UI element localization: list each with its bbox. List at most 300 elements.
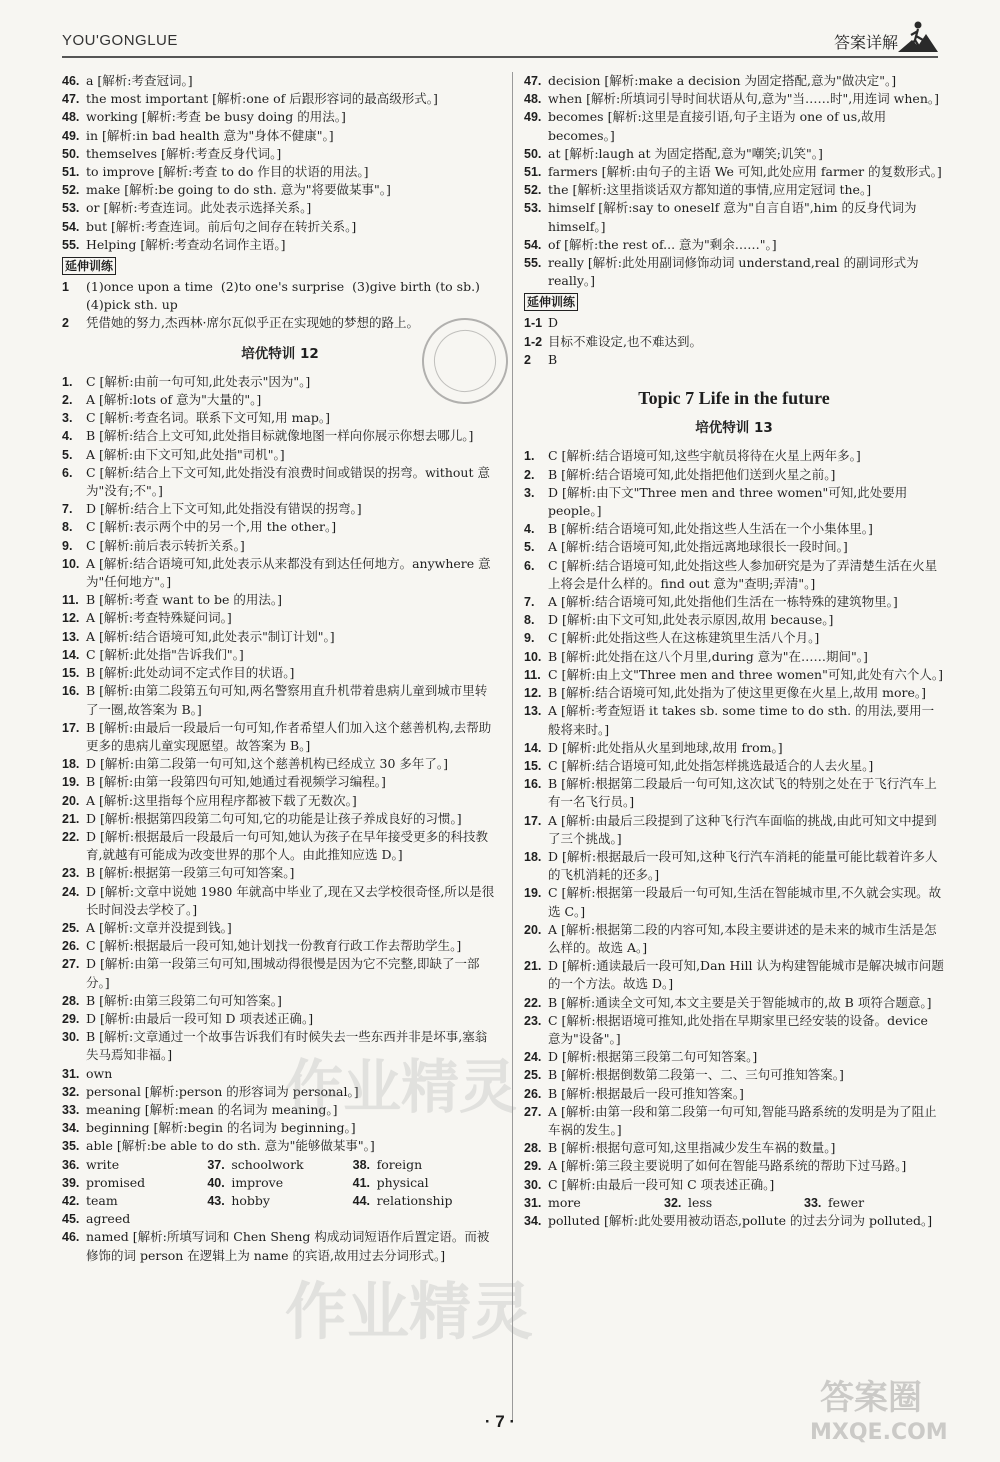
item-number: 18. (62, 757, 80, 772)
item-number: 23. (524, 1013, 542, 1028)
column-divider (512, 72, 513, 1422)
header-title: 答案详解 (833, 33, 898, 52)
item-number: 47. (524, 74, 542, 88)
answers-47-55 (524, 72, 944, 290)
answers-1-35 (62, 373, 498, 1156)
answer-item (62, 773, 498, 791)
item-text: schoolwork (231, 1156, 304, 1172)
answer-item (62, 555, 498, 591)
answer-item (62, 391, 498, 409)
item-text: D [解析:由下文"Three men and three women"可知,此处要用 people。] (548, 484, 912, 519)
item-number: 3. (524, 485, 535, 500)
item-number: 34. (62, 1121, 80, 1136)
answer-item (62, 628, 498, 646)
item-number: 14. (62, 647, 80, 662)
item-number: 54. (62, 219, 80, 234)
item-text: able [解析:be able to do sth. 意为"能够做某事"。] (86, 1138, 375, 1154)
item-text: (1)once upon a time (2)to one's surprise (3)give birth (to sb.) (4)pick sth. up (86, 279, 488, 313)
item-number: 7. (62, 502, 73, 517)
item-number: 2. (62, 393, 73, 408)
item-number: 30. (524, 1177, 542, 1192)
item-text: himself [解析:say to oneself 意为"自言自语",him 的反身代词为 himself。] (548, 200, 921, 234)
answer-row (524, 1194, 944, 1212)
item-number: 19. (524, 886, 542, 901)
item-text: hobby (231, 1192, 270, 1208)
item-number: 31. (524, 1195, 542, 1210)
item-text: C [解析:结合语境可知,此处指这些人参加研究是为了弄清楚生活在火星上将会是什么样的。find out 意为"查明;弄清"。] (548, 557, 938, 591)
item-text: but [解析:考查连词。前后句之间存在转折关系。] (86, 218, 357, 234)
answer-item (524, 254, 944, 290)
answer-item (62, 500, 498, 518)
item-text: D [解析:结合上下文可知,此处指没有错误的拐弯。] (86, 501, 362, 517)
item-number: 28. (62, 993, 80, 1008)
item-text: B [解析:文章通过一个故事告诉我们有时候失去一些东西并非是坏事,塞翁失马焉知非福。] (86, 1029, 488, 1063)
item-text: B [解析:考查 want to be 的用法。] (86, 592, 282, 608)
answer-item (524, 447, 944, 465)
item-number: 5. (524, 540, 535, 555)
item-text: C [解析:考查名词。联系下文可知,用 map。] (86, 410, 331, 426)
item-text: A [解析:结合语境可知,此处表示"制订计划"。] (86, 628, 335, 644)
item-text: A [解析:考查特殊疑问词。] (86, 610, 232, 626)
item-number: 14. (524, 740, 542, 755)
item-number: 44. (352, 1193, 371, 1208)
item-text: D [解析:根据最后一段可知,这种飞行汽车消耗的能量可能比载着许多人的飞机消耗的还多。] (548, 848, 938, 883)
answer-item (524, 163, 944, 181)
item-number: 9. (62, 538, 73, 553)
item-number: 48. (524, 92, 542, 107)
item-text: more (548, 1194, 581, 1210)
item-number: 1-1 (524, 316, 543, 331)
item-number: 1 (62, 280, 69, 295)
answer-item (62, 127, 498, 145)
item-text: C [解析:表示两个中的另一个,用 the other。] (86, 519, 337, 535)
item-text: make [解析:be going to do sth. 意为"将要做某事"。] (86, 182, 391, 198)
item-text: fewer (828, 1194, 865, 1210)
watermark: 答案圈 (820, 1378, 922, 1418)
item-text: D [解析:由第二段第一句可知,这个慈善机构已经成立 30 多年了。] (86, 756, 449, 772)
item-number: 17. (62, 720, 80, 735)
item-text: B [解析:根据最后一段可推知答案。] (548, 1085, 744, 1101)
item-text: named [解析:所填写词和 Chen Sheng 构成动词短语作后置定语。而被修饰的词 person 在逻辑上为 name 的宾语,故用过去分词形式。] (86, 1229, 490, 1263)
item-number: 13. (524, 704, 542, 719)
answer-item (207, 1192, 352, 1210)
item-number: 41. (352, 1175, 371, 1190)
item-text: D [解析:根据第四段第二句可知,它的功能是让孩子养成良好的习惯。] (86, 810, 462, 826)
answers-34 (524, 1212, 944, 1230)
answer-item (353, 1174, 498, 1192)
item-number: 43. (207, 1193, 225, 1208)
answer-item (62, 464, 498, 500)
item-text: Helping [解析:考查动名词作主语。] (86, 236, 286, 252)
item-text: C [解析:由最后一段可知 C 项表述正确。] (548, 1176, 775, 1192)
item-number: 30. (62, 1030, 80, 1045)
answer-item (524, 1139, 944, 1157)
answer-item (62, 199, 498, 217)
item-number: 53. (62, 201, 80, 216)
answer-item (62, 755, 498, 773)
answer-item (62, 108, 498, 126)
item-text: B [解析:根据第一段第三句可知答案。] (86, 865, 295, 881)
item-text: B [解析:此处动词不定式作目的状语。] (86, 665, 295, 681)
item-number: 17. (524, 813, 542, 828)
answer-item (524, 684, 944, 702)
answer-item (353, 1156, 498, 1174)
brand-text: YOU'GONGLUE (62, 32, 178, 49)
item-number: 11. (62, 593, 79, 608)
answer-item (524, 739, 944, 757)
item-number: 52. (62, 183, 80, 198)
item-text: A [解析:根据第二段的内容可知,本段主要讲述的是未来的城市生活是怎么样的。故选 A。] (548, 921, 937, 955)
answer-item (524, 666, 944, 684)
page-number: · 7 · (484, 1412, 516, 1431)
item-number: 48. (62, 110, 80, 125)
item-number: 10. (524, 649, 542, 664)
item-text: working [解析:考查 be busy doing 的用法。] (86, 109, 346, 125)
extension-label: 延伸训练 (62, 257, 116, 275)
item-number: 6. (524, 558, 535, 573)
answer-item (524, 957, 944, 993)
answer-item (62, 828, 498, 864)
answer-item (62, 1192, 207, 1210)
item-text: C [解析:结合语境可知,这些宇航员将待在火星上两年多。] (548, 448, 861, 464)
answer-item (524, 1212, 944, 1230)
item-text: A [解析:考查短语 it takes sb. some time to do sth. 的用法,要用一般将来时。] (548, 703, 935, 737)
right-column (524, 72, 944, 1230)
item-text: C [解析:由前一句可知,此处表示"因为"。] (86, 373, 311, 389)
item-number: 49. (62, 128, 80, 143)
item-text: A [解析:第三段主要说明了如何在智能马路系统的帮助下过马路。] (548, 1158, 907, 1174)
item-text: personal [解析:person 的形容词为 personal。] (86, 1083, 359, 1099)
item-text: C [解析:此处指"告诉我们"。] (86, 646, 244, 662)
item-text: A [解析:结合语境可知,此处表示从来都没有到达任何地方。anywhere 意为"任何地方"。] (86, 555, 491, 590)
item-text: really [解析:此处用副词修饰动词 understand,real 的副词形式为 really。] (548, 255, 923, 289)
answer-item (62, 1137, 498, 1155)
answer-item (524, 484, 944, 520)
item-text: D [解析:通读最后一段可知,Dan Hill 认为构建智能城市是解决城市问题的一个方法。故选 D。] (548, 958, 944, 992)
answer-item (62, 646, 498, 664)
answer-item (524, 994, 944, 1012)
answer-item (62, 664, 498, 682)
item-number: 2. (524, 467, 535, 482)
item-text: own (86, 1065, 113, 1081)
item-number: 18. (524, 849, 542, 864)
answer-item (524, 702, 944, 738)
item-number: 22. (62, 829, 80, 844)
answer-item (524, 466, 944, 484)
answer-item (524, 1012, 944, 1048)
answer-item (62, 1210, 498, 1228)
item-number: 33. (804, 1195, 822, 1210)
item-number: 7. (524, 595, 535, 610)
answer-item (524, 557, 944, 593)
item-number: 32. (62, 1084, 80, 1099)
answer-item (524, 1085, 944, 1103)
runner-logo-icon (898, 18, 938, 58)
item-text: D [解析:由第一段第三句可知,围城动得很慢是因为它不完整,即缺了一部分。] (86, 956, 480, 990)
item-number: 50. (62, 146, 80, 161)
answer-item (524, 775, 944, 811)
item-text: polluted [解析:此处要用被动语态,pollute 的过去分词为 polluted。] (548, 1212, 933, 1228)
answer-item (353, 1192, 498, 1210)
topic-title: Topic 7 Life in the future (638, 388, 830, 409)
item-number: 50. (524, 146, 542, 161)
item-number: 27. (524, 1104, 542, 1119)
item-text: or [解析:考查连词。此处表示选择关系。] (86, 200, 312, 216)
answer-item (524, 236, 944, 254)
header-rule (62, 56, 938, 58)
item-number: 31. (62, 1066, 80, 1081)
watermark: 作业精灵 (285, 1275, 534, 1348)
item-text: relationship (376, 1192, 453, 1208)
item-number: 2 (62, 316, 69, 331)
answer-item (524, 1157, 944, 1175)
answer-row (62, 1192, 498, 1210)
item-text: A [解析:由下文可知,此处指"司机"。] (86, 446, 285, 462)
item-text: B [解析:此处指在这八个月里,during 意为"在……期间"。] (548, 648, 868, 664)
answer-item (62, 537, 498, 555)
item-number: 19. (62, 775, 80, 790)
answer-item (524, 538, 944, 556)
item-text: D (548, 315, 559, 331)
item-text: A [解析:文章并没提到钱。] (86, 919, 232, 935)
item-text: C [解析:由上文"Three men and three women"可知,此处有六个人。] (548, 666, 943, 682)
item-text: foreign (376, 1156, 423, 1172)
watermark: 作业精灵 (285, 1053, 518, 1121)
answer-item (524, 351, 944, 369)
item-number: 35. (62, 1139, 80, 1154)
item-text: A [解析:结合语境可知,此处指远离地球很长一段时间。] (548, 539, 848, 555)
item-text: B [解析:根据倒数第二段第一、二、三句可推知答案。] (548, 1067, 844, 1083)
item-text: at [解析:laugh at 为固定搭配,意为"嘲笑;讥笑"。] (548, 145, 823, 161)
item-text: B [解析:通读全文可知,本文主要是关于智能城市的,故 B 项符合题意。] (548, 994, 932, 1010)
item-text: B [解析:由第三段第二句可知答案。] (86, 992, 282, 1008)
answer-item (524, 812, 944, 848)
item-number: 54. (524, 237, 542, 252)
answer-item (524, 757, 944, 775)
item-number: 34. (524, 1213, 542, 1228)
item-text: C [解析:前后表示转折关系。] (86, 537, 245, 553)
answer-item (62, 218, 498, 236)
item-text: beginning [解析:begin 的名词为 beginning。] (86, 1120, 356, 1136)
answer-item (62, 1156, 207, 1174)
item-number: 29. (524, 1159, 542, 1174)
item-text: becomes [解析:这里是直接引语,句子主语为 one of us,故用 becomes。] (548, 109, 891, 143)
answer-item (524, 848, 944, 884)
item-text: in [解析:in bad health 意为"身体不健康"。] (86, 127, 334, 143)
item-number: 1. (62, 374, 73, 389)
item-number: 33. (62, 1102, 80, 1117)
answer-item (62, 163, 498, 181)
item-text: C [解析:根据第一段最后一句可知,生活在智能城市里,不久就会实现。故选 C。] (548, 885, 942, 919)
answer-item (62, 864, 498, 882)
item-text: meaning [解析:mean 的名词为 meaning。] (86, 1101, 338, 1117)
item-number: 25. (62, 920, 80, 935)
item-number: 53. (524, 201, 542, 216)
item-text: A [解析:由最后三段提到了这种飞行汽车面临的挑战,由此可知文中提到了三个挑战。] (548, 812, 937, 846)
item-number: 49. (524, 110, 542, 125)
item-number: 32. (664, 1195, 682, 1210)
answer-item (524, 611, 944, 629)
extension-label: 延伸训练 (524, 293, 578, 311)
item-number: 12. (524, 686, 542, 701)
item-number: 24. (62, 884, 80, 899)
item-number: 36. (62, 1157, 80, 1172)
answer-item (524, 629, 944, 647)
answer-item (524, 72, 944, 90)
item-number: 1. (524, 449, 535, 464)
item-text: C [解析:结合上下文可知,此处指没有浪费时间或错误的拐弯。without 意为"没有;不"。] (86, 464, 490, 499)
answer-row (62, 1156, 498, 1174)
answer-item (804, 1194, 944, 1212)
answer-item (62, 719, 498, 755)
answer-item (62, 792, 498, 810)
item-number: 15. (62, 666, 80, 681)
item-number: 8. (524, 613, 535, 628)
item-number: 24. (524, 1050, 542, 1065)
item-number: 46. (62, 74, 80, 88)
item-number: 9. (524, 631, 535, 646)
item-text: A [解析:结合语境可知,此处指他们生活在一栋特殊的建筑物里。] (548, 594, 898, 610)
item-text: write (86, 1156, 120, 1172)
answer-item (62, 682, 498, 718)
answer-item (62, 446, 498, 464)
answer-item (524, 1048, 944, 1066)
item-text: physical (376, 1174, 429, 1190)
item-number: 52. (524, 183, 542, 198)
watermark: MXQE.COM (810, 1420, 948, 1445)
item-number: 22. (524, 995, 542, 1010)
item-text: D [解析:文章中说她 1980 年就高中毕业了,现在又去学校很奇怪,所以是很长时间没去学校了。] (86, 883, 495, 917)
item-number: 6. (62, 465, 73, 480)
item-text: B [解析:结合语境可知,此处指为了使这里更像在火星上,故用 more。] (548, 685, 927, 701)
answer-item (62, 919, 498, 937)
answer-item (524, 145, 944, 163)
item-text: A [解析:由第一段和第二段第一句可知,智能马路系统的发明是为了阻止车祸的发生。] (548, 1103, 937, 1137)
item-text: C [解析:根据最后一段可知,她计划找一份教育行政工作去帮助学生。] (86, 938, 462, 954)
answer-item (524, 181, 944, 199)
item-number: 26. (62, 939, 80, 954)
item-text: D [解析:此处指从火星到地球,故用 from。] (548, 739, 783, 755)
item-number: 51. (524, 165, 542, 180)
answer-item (524, 90, 944, 108)
answer-item (62, 609, 498, 627)
item-text: 目标不难设定,也不难达到。 (548, 333, 702, 349)
item-number: 25. (524, 1068, 542, 1083)
extension-item (62, 278, 498, 314)
item-number: 5. (62, 447, 73, 462)
item-text: B [解析:根据句意可知,这里指减少发生车祸的数量。] (548, 1140, 836, 1156)
item-text: 凭借她的努力,杰西林·席尔瓦似乎正在实现她的梦想的路上。 (86, 315, 419, 331)
answer-item (524, 648, 944, 666)
answer-item (62, 992, 498, 1010)
answers-46-55 (62, 72, 498, 254)
item-text: B [解析:由第一段第四句可知,她通过看视频学习编程。] (86, 774, 386, 790)
item-number: 55. (62, 237, 80, 252)
answer-item (524, 1066, 944, 1084)
item-number: 13. (62, 629, 80, 644)
item-number: 29. (62, 1011, 80, 1026)
section-heading-13: 培优特训 13 (695, 420, 773, 437)
extension-item (62, 314, 498, 332)
answer-item (664, 1194, 804, 1212)
item-number: 4. (62, 429, 73, 444)
item-number: 47. (62, 92, 80, 107)
item-text: the most important [解析:one of 后跟形容词的最高级形式。] (86, 91, 438, 107)
answer-item (62, 883, 498, 919)
item-number: 38. (352, 1157, 371, 1172)
item-text: C [解析:结合语境可知,此处指怎样挑选最适合的人去火星。] (548, 757, 874, 773)
item-number: 15. (524, 758, 542, 773)
answer-row (62, 1174, 498, 1192)
answer-item (62, 810, 498, 828)
item-text: C [解析:此处指这些人在这栋建筑里生活八个月。] (548, 630, 820, 646)
item-text: decision [解析:make a decision 为固定搭配,意为"做决定"。] (548, 73, 897, 88)
item-text: B [解析:结合语境可知,此处指把他们送到火星之前。] (548, 466, 836, 482)
item-text: farmers [解析:由句子的主语 We 可知,此处应用 farmer 的复数形式。] (548, 164, 942, 180)
item-text: B [解析:根据第二段最后一句可知,这次试飞的特别之处在于飞行汽车上有一名飞行员。] (548, 776, 937, 810)
item-number: 3. (62, 411, 73, 426)
answer-item (62, 955, 498, 991)
answer-item (62, 1174, 207, 1192)
item-text: themselves [解析:考查反身代词。] (86, 145, 282, 161)
item-number: 37. (207, 1157, 225, 1172)
item-number: 42. (62, 1193, 80, 1208)
answer-item (524, 314, 944, 332)
item-text: to improve [解析:考查 to do 作目的状语的用法。] (86, 164, 369, 180)
item-text: B [解析:由最后一段最后一句可知,作者希望人们加入这个慈善机构,去帮助更多的患病儿童实现愿望。故答案为 B。] (86, 719, 492, 753)
item-text: promised (86, 1174, 146, 1190)
answer-item (62, 937, 498, 955)
item-text: B [解析:结合语境可知,此处指这些人生活在一个小集体里。] (548, 521, 873, 537)
item-number: 23. (62, 866, 80, 881)
answer-item (524, 921, 944, 957)
item-number: 12. (62, 611, 80, 626)
item-text: C [解析:根据语境可推知,此处指在早期家里已经安装的设备。device 意为"设备"。] (548, 1012, 932, 1046)
item-text: improve (231, 1174, 284, 1190)
item-text: D [解析:由下文可知,此处表示原因,故用 because。] (548, 612, 834, 628)
answer-item (62, 591, 498, 609)
item-number: 11. (524, 667, 541, 682)
answer-item (207, 1174, 352, 1192)
answers-grid-31-33 (524, 1194, 944, 1212)
answer-item (62, 72, 498, 90)
item-number: 27. (62, 957, 80, 972)
item-number: 26. (524, 1086, 542, 1101)
answer-item (62, 409, 498, 427)
item-number: 2 (524, 352, 531, 367)
answer-item (62, 427, 498, 445)
item-text: B [解析:结合上文可知,此处指目标就像地图一样向你展示你想去哪儿。] (86, 428, 474, 444)
item-number: 21. (524, 959, 542, 974)
item-text: when [解析:所填词引导时间状语从句,意为"当……时",用连词 when。] (548, 91, 940, 107)
item-text: of [解析:the rest of... 意为"剩余……"。] (548, 236, 777, 252)
item-number: 1-2 (524, 334, 543, 349)
item-number: 20. (524, 922, 542, 937)
item-number: 10. (62, 556, 80, 571)
item-text: agreed (86, 1211, 131, 1227)
answer-item (207, 1156, 352, 1174)
item-number: 16. (62, 684, 80, 699)
item-text: B [解析:由第二段第五句可知,两名警察用直升机带着患病儿童到城市里转了一圈,故答案为 B。] (86, 683, 488, 717)
answer-item (524, 333, 944, 351)
item-text: team (86, 1192, 118, 1208)
answers-grid-36-44 (62, 1156, 498, 1211)
answers-45-46 (62, 1210, 498, 1265)
item-number: 4. (524, 522, 535, 537)
item-text: A [解析:lots of 意为"大量的"。] (86, 392, 262, 408)
answer-item (62, 236, 498, 254)
answer-item (62, 1228, 498, 1264)
